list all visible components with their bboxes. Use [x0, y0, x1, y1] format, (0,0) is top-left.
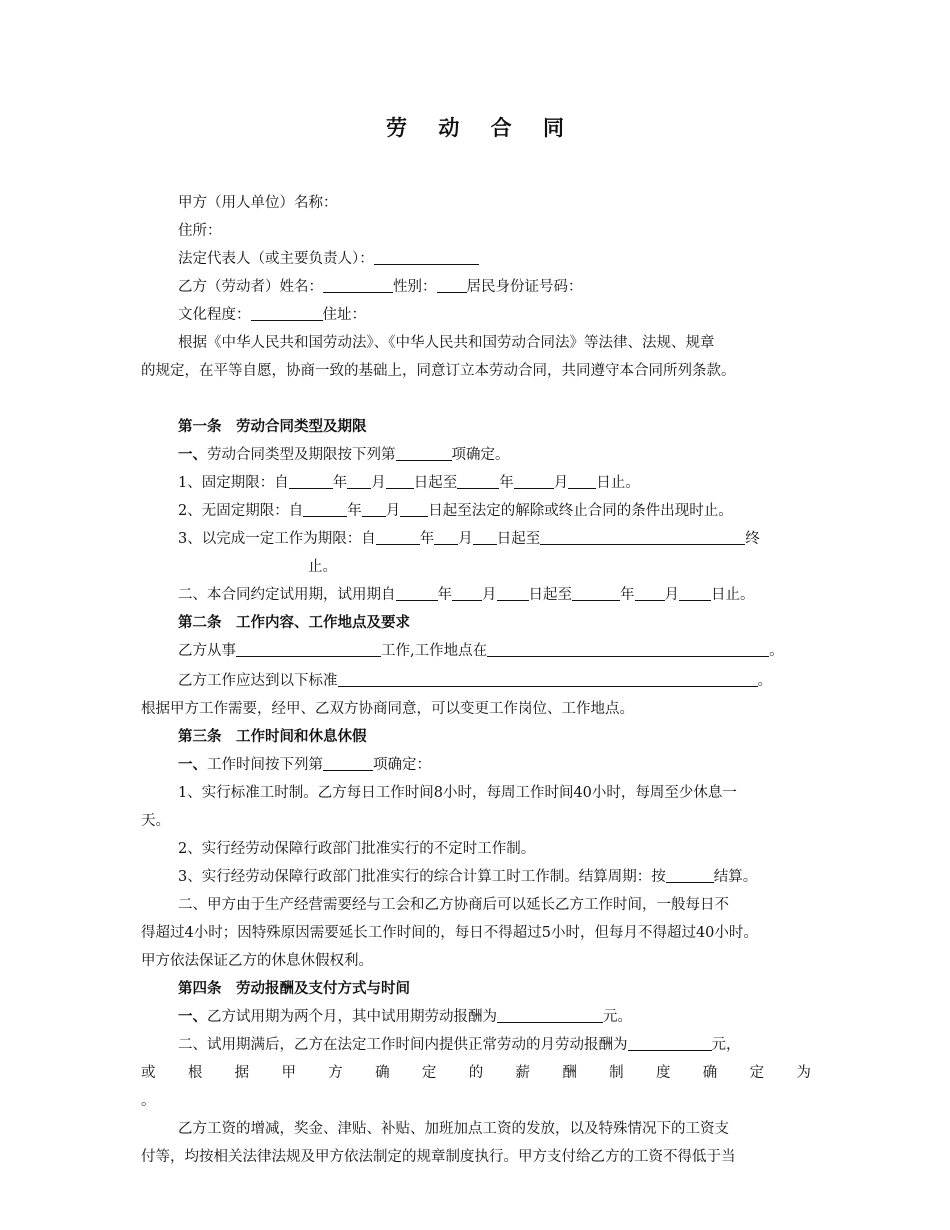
probation-pay-blank[interactable] — [497, 1007, 603, 1023]
employee-info-line: 乙方（劳动者）姓名： 性别： 居民身份证号码： — [178, 279, 583, 295]
wage-line-2: 付等，均按相关法律法规及甲方依法制定的规章制度执行。甲方支付给乙方的工资不得低于当 — [141, 1149, 736, 1165]
probation-start-year-blank[interactable] — [396, 585, 438, 601]
fixed-start-month-blank[interactable] — [347, 473, 371, 489]
fixed-start-day-blank[interactable] — [386, 473, 414, 489]
probation-pay-line: 一、乙方试用期为两个月，其中试用期劳动报酬为 元。 — [178, 1009, 632, 1025]
probation-start-day-blank[interactable] — [497, 585, 529, 601]
overtime-line-3: 甲方依法保证乙方的休息休假权利。 — [141, 953, 373, 969]
work-standard-blank[interactable] — [338, 671, 758, 687]
monthly-pay-line: 二、试用期满后，乙方在法定工作时间内提供正常劳动的月劳动报酬为 元， — [178, 1037, 741, 1053]
open-start-year-blank[interactable] — [303, 501, 347, 517]
overtime-line-2: 得超过4小时；因特殊原因需要延长工作时间的，每日不得超过5小时，但每月不得超过40小时。 — [141, 925, 758, 941]
employer-address-line: 住所： — [178, 223, 222, 239]
document-title: 劳 动 合 同 — [386, 116, 576, 140]
preamble-line-2: 的规定，在平等自愿，协商一致的基础上，同意订立本劳动合同，共同遵守本合同所列条款。 — [141, 363, 736, 379]
standard-line: 乙方工作应达到以下标准 。 — [178, 673, 772, 689]
preamble-line-1: 根据《中华人民共和国劳动法》、《中华人民共和国劳动合同法》等法律、法规、规章 — [178, 335, 715, 351]
job-line: 乙方从事 工作,工作地点在 。 — [178, 643, 784, 659]
contract-type-blank[interactable] — [396, 445, 452, 461]
fixed-start-year-blank[interactable] — [289, 473, 333, 489]
job-title-blank[interactable] — [236, 641, 381, 657]
fixed-end-day-blank[interactable] — [568, 473, 596, 489]
article-2-heading: 第二条 工作内容、工作地点及要求 — [178, 615, 410, 631]
task-term-line: 3、以完成一定工作为期限：自 年 月 日起至 终 — [178, 531, 760, 547]
article-1-heading: 第一条 劳动合同类型及期限 — [178, 419, 367, 435]
legal-rep-blank[interactable] — [374, 249, 479, 265]
fixed-end-year-blank[interactable] — [457, 473, 499, 489]
work-hours-type-blank[interactable] — [323, 755, 373, 771]
article-4-heading: 第四条 劳动报酬及支付方式与时间 — [178, 981, 410, 997]
monthly-pay-blank[interactable] — [628, 1035, 712, 1051]
gender-blank[interactable] — [437, 277, 467, 293]
settlement-period-blank[interactable] — [666, 867, 714, 883]
employee-name-blank[interactable] — [323, 277, 393, 293]
flex-hours-line: 2、实行经劳动保障行政部门批准实行的不定时工作制。 — [178, 841, 536, 857]
comprehensive-hours-line: 3、实行经劳动保障行政部门批准实行的综合计算工时工作制。结算周期：按 结算。 — [178, 869, 758, 885]
open-start-month-blank[interactable] — [362, 501, 386, 517]
standard-hours-line-2: 天。 — [141, 813, 170, 829]
education-blank[interactable] — [251, 305, 323, 321]
open-start-day-blank[interactable] — [400, 501, 428, 517]
article-1-p1: 一、劳动合同类型及期限按下列第 项确定。 — [178, 447, 510, 463]
task-term-end: 止。 — [308, 559, 337, 575]
probation-end-year-blank[interactable] — [572, 585, 620, 601]
education-line: 文化程度： 住址： — [178, 307, 366, 323]
salary-system-line: 或 根 据 甲 方 确 定 的 薪 酬 制 度 确 定 为 — [141, 1065, 811, 1081]
task-start-month-blank[interactable] — [434, 529, 458, 545]
task-start-day-blank[interactable] — [473, 529, 497, 545]
salary-system-end: 。 — [141, 1093, 156, 1109]
probation-start-month-blank[interactable] — [452, 585, 482, 601]
wage-line-1: 乙方工资的增减，奖金、津贴、补贴、加班加点工资的发放，以及特殊情况下的工资支 — [178, 1121, 729, 1137]
article-3-heading: 第三条 工作时间和休息休假 — [178, 729, 367, 745]
work-location-blank[interactable] — [487, 641, 769, 657]
overtime-line-1: 二、甲方由于生产经营需要经与工会和乙方协商后可以延长乙方工作时间，一般每日不 — [178, 897, 729, 913]
fixed-term-line: 1、固定期限：自 年 月 日起至 年 月 日止。 — [178, 475, 640, 491]
probation-line: 二、本合同约定试用期，试用期自 年 月 日起至 年 月 日止。 — [178, 587, 755, 603]
probation-end-month-blank[interactable] — [635, 585, 665, 601]
task-end-blank[interactable] — [540, 529, 745, 545]
fixed-end-month-blank[interactable] — [514, 473, 554, 489]
standard-hours-line-1: 1、实行标准工时制。乙方每日工作时间8小时，每周工作时间40小时，每周至少休息一 — [178, 785, 737, 801]
article-3-p1: 一、工作时间按下列第 项确定： — [178, 757, 431, 773]
employer-name-line: 甲方（用人单位）名称： — [178, 195, 338, 211]
probation-end-day-blank[interactable] — [679, 585, 711, 601]
change-line: 根据甲方工作需要，经甲、乙双方协商同意，可以变更工作岗位、工作地点。 — [141, 701, 634, 717]
legal-rep-line: 法定代表人（或主要负责人）： — [178, 249, 479, 269]
task-start-year-blank[interactable] — [376, 529, 420, 545]
open-term-line: 2、无固定期限：自 年 月 日起至法定的解除或终止合同的条件出现时止。 — [178, 503, 733, 519]
